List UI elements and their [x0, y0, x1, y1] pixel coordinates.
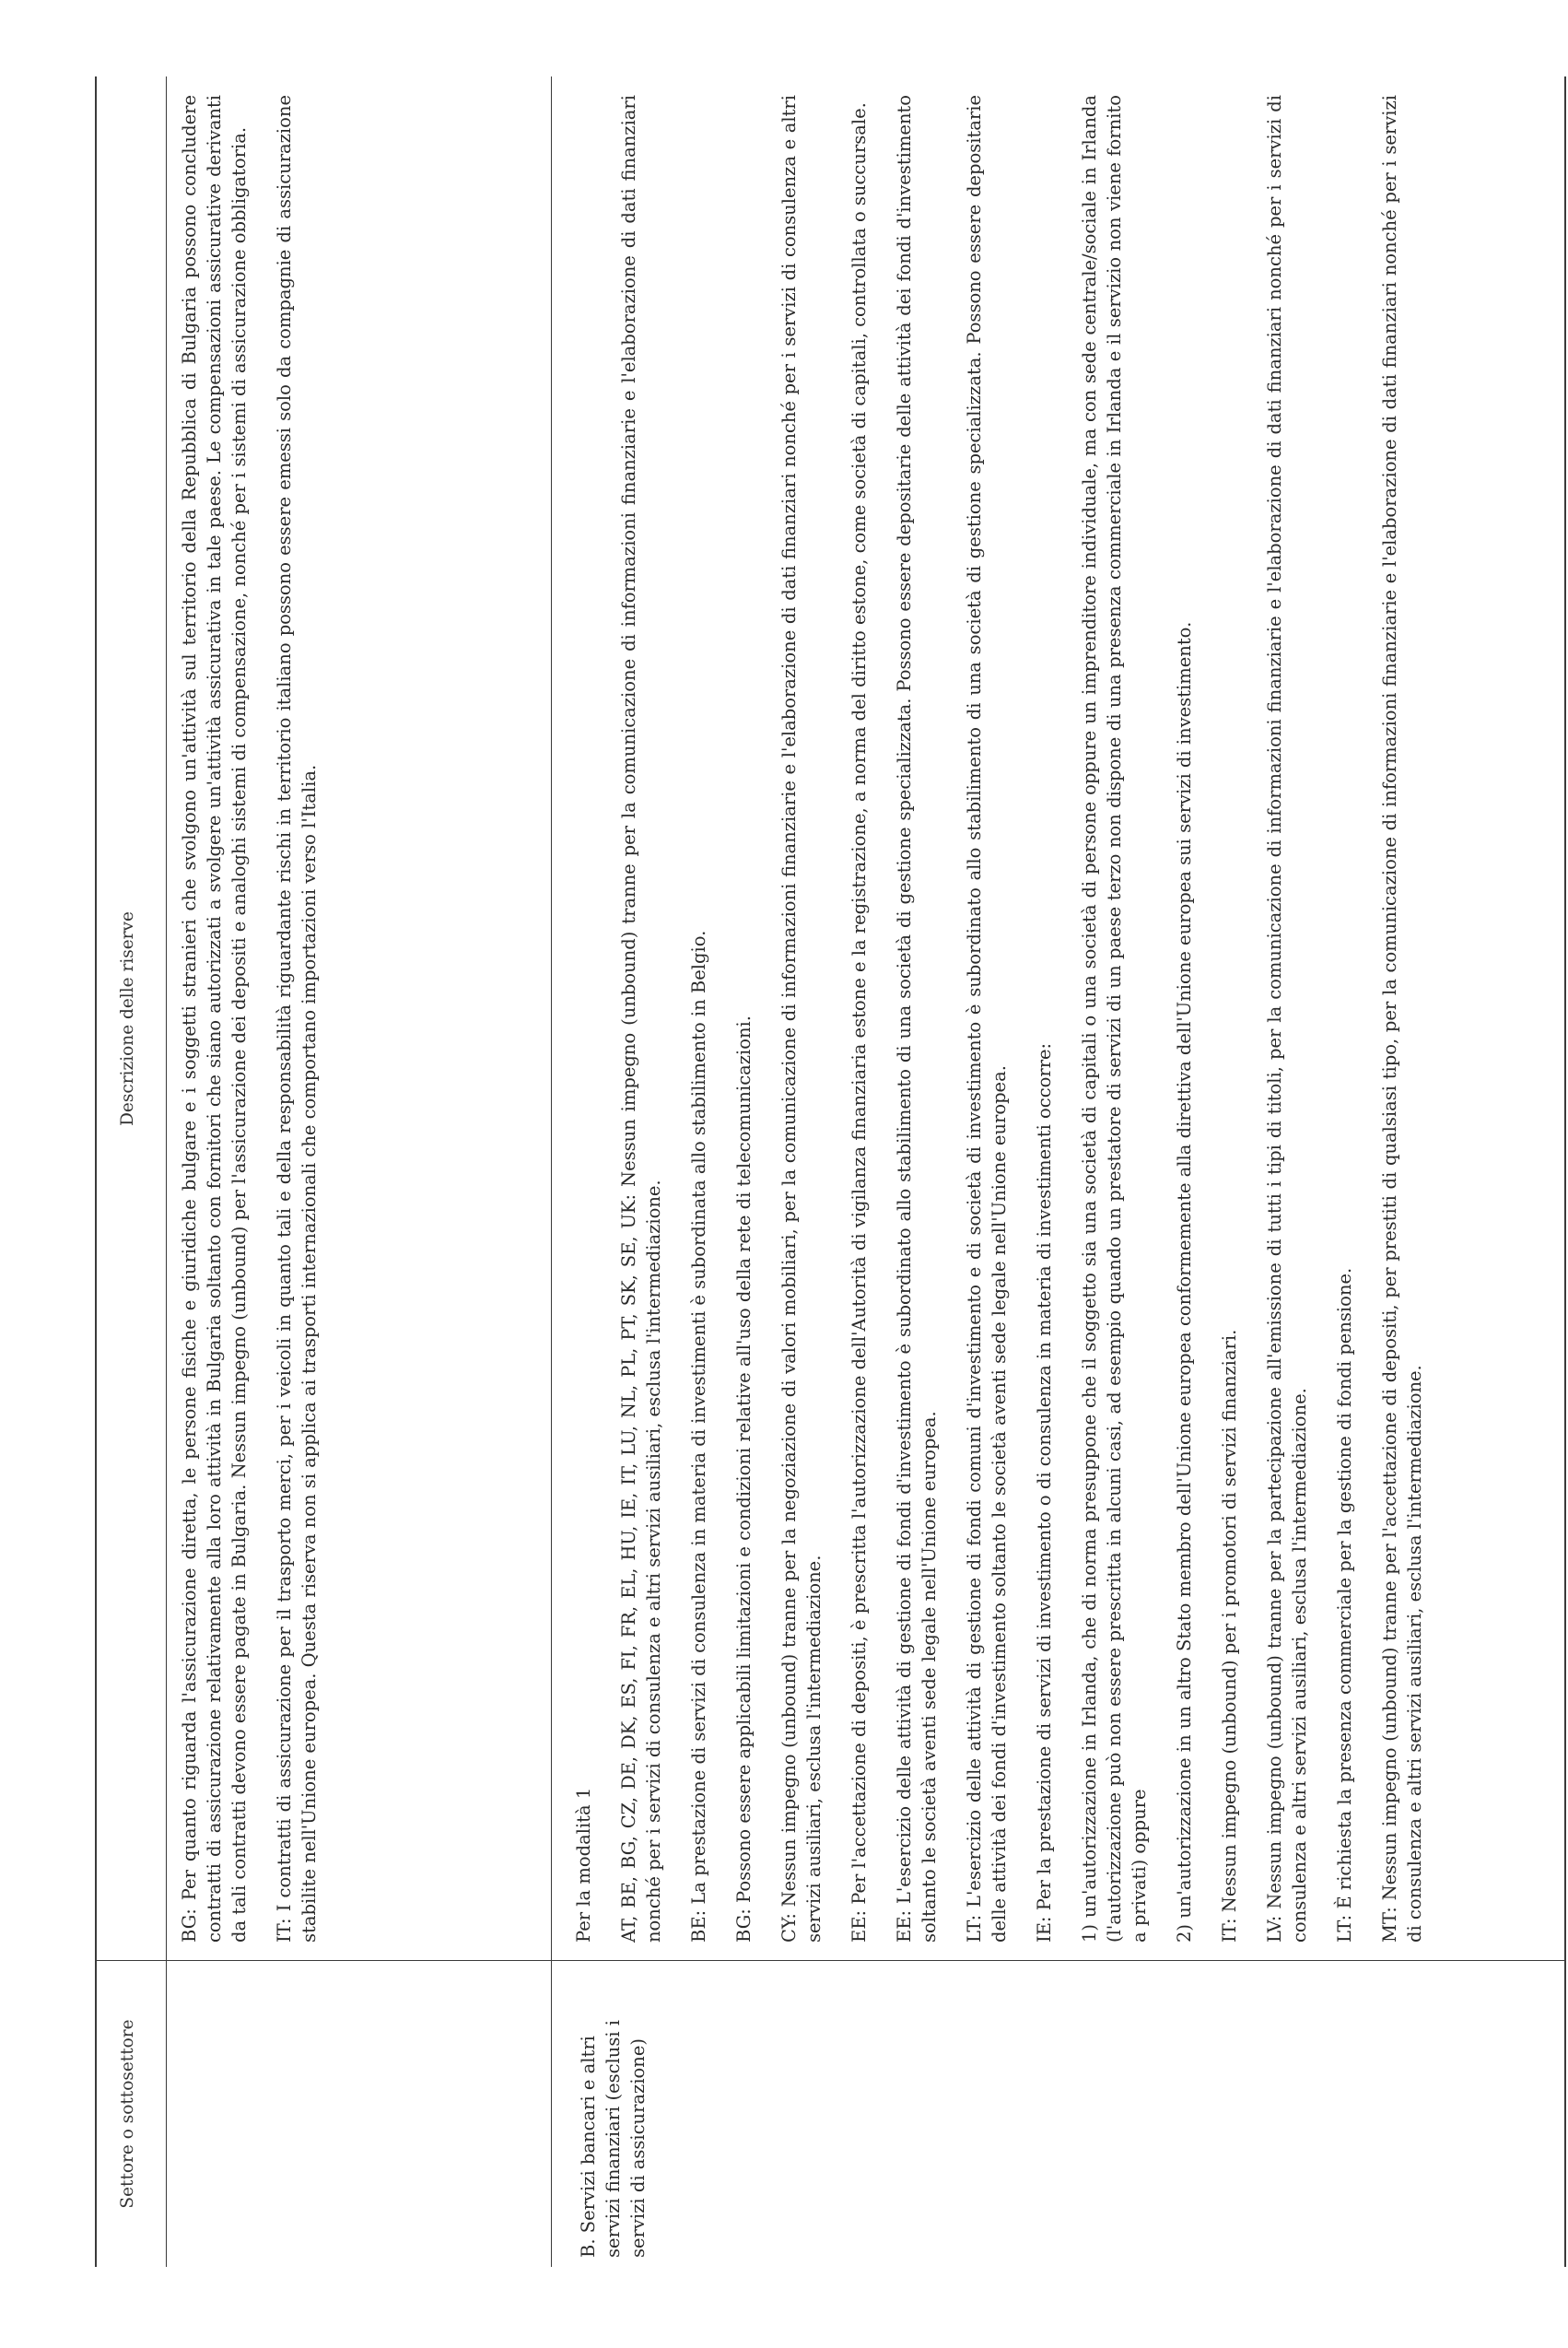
row2-entry: CY: Nessun impegno (unbound) tranne per la negoziazione di valori mobiliari, per la comunicazione di informazioni finanziarie e l'elaborazione di dati finanziari nonché per i servizi di consulenza e altri servizi ausiliari, esclusa l'intermediazione.: [778, 95, 825, 1943]
table-top-rule: [95, 76, 97, 2267]
row1-description: [177, 95, 342, 1943]
row2-entry: 1) un'autorizzazione in Irlanda, che di norma presuppone che il soggetto sia una società di capitali o una società di persone oppure un imprenditore individuale, ma con sede centrale/sociale in Irlanda (l'autorizzazione può non essere prescritta in alcuni casi, ad esempio quando un prestatore di servizi di un paese terzo non dispone di una presenza commerciale in Irlanda e il servizio non viene fornito a privati) oppure: [1079, 95, 1150, 1943]
row2-entry: LT: L'esercizio delle attività di gestione di fondi comuni d'investimento e di società di investimento è subordinato allo stabilimento di una società di gestione specializzata. Possono essere depositarie delle attività dei fondi d'investimento soltanto le società aventi sede legale nell'Unione europea.: [964, 95, 1010, 1943]
row2-entry: LT: È richiesta la presenza commerciale per la gestione di fondi pensione.: [1334, 1267, 1355, 1943]
header-bottom-rule: [166, 76, 167, 2267]
row2-entry: IT: Nessun impegno (unbound) per i promotori di servizi finanziari.: [1219, 1329, 1240, 1943]
row2-entry: AT, BE, BG, CZ, DE, DK, ES, FI, FR, EL, HU, IE, IT, LU, NL, PL, PT, SK, SE, UK: Nessun impegno (unbound) tranne per la comunicazione di informazioni finanziarie e l'elaborazione di dati finanziari nonché per i servizi di consulenza e altri servizi ausiliari, esclusa l'intermediazione.: [618, 95, 664, 1943]
row2-description: [571, 95, 1447, 1943]
row2-entry: 2) un'autorizzazione in un altro Stato membro dell'Unione europea conformemente alla direttiva dell'Unione europea sui servizi di investimento.: [1174, 621, 1195, 1943]
row2-entry: EE: Per l'accettazione di depositi, è prescritta l'autorizzazione dell'Autorità di vigilanza finanziaria estone e la registrazione, a norma del diritto estone, come società di capitali, controllata o succursale.: [848, 102, 870, 1943]
row2-sector: B. Servizi bancari e altri servizi finanziari (esclusi i servizi di assicurazione): [578, 2019, 649, 2258]
row1-entry: BG: Per quanto riguarda l'assicurazione diretta, le persone fisiche e giuridiche bulgare e i soggetti stranieri che svolgono un'attività sul territorio della Repubblica di Bulgaria possono concludere contratti di assicurazione relativamente alla loro attività in Bulgaria soltanto con fornitori che siano autorizzati a svolgere un'attività assicurativa in tale paese. Le compensazioni assicurative derivanti da tali contratti devono essere pagate in Bulgaria. Nessun impegno (unbound) per l'assicurazione dei depositi e analoghi sistemi di compensazione, nonché per i sistemi di assicurazione obbligatoria.: [179, 95, 250, 1943]
row2-entry: MT: Nessun impegno (unbound) tranne per l'accettazione di depositi, per prestiti di qualsiasi tipo, per la comunicazione di informazioni finanziarie e l'elaborazione di dati finanziari nonché per i servizi di consulenza e altri servizi ausiliari, esclusa l'intermediazione.: [1379, 95, 1425, 1943]
row1-entry: IT: I contratti di assicurazione per il trasporto merci, per i veicoli in quanto tali e della responsabilità riguardante rischi in territorio italiano possono essere emessi solo da compagnie di assicurazione stabilite nell'Unione europea. Questa riserva non si applica ai trasporti internazionali che comportano importazioni verso l'Italia.: [274, 95, 320, 1943]
column-divider: [95, 1960, 1566, 1961]
row1-bottom-rule: [551, 76, 552, 2267]
row2-entry: Per la modalità 1: [573, 1787, 594, 1943]
row2-entry: IE: Per la prestazione di servizi di investimento o di consulenza in materia di investimenti occorre:: [1034, 1042, 1055, 1943]
row2-entry: BG: Possono essere applicabili limitazioni e condizioni relative all'uso della rete di telecomunicazioni.: [733, 1016, 755, 1943]
row2-entry: EE: L'esercizio delle attività di gestione di fondi d'investimento è subordinato allo stabilimento di una società di gestione specializzata. Possono essere depositarie delle attività dei fondi d'investimento soltanto le società aventi sede legale nell'Unione europea.: [894, 95, 940, 1943]
row2-entry: BE: La prestazione di servizi di consulenza in materia di investimenti è subordinata allo stabilimento in Belgio.: [688, 930, 709, 1943]
row2-entry: LV: Nessun impegno (unbound) tranne per la partecipazione all'emissione di tutti i tipi di titoli, per la comunicazione di informazioni finanziarie e l'elaborazione di dati finanziari nonché per i servizi di consulenza e altri servizi ausiliari, esclusa l'intermediazione.: [1264, 95, 1310, 1943]
header-description: Descrizione delle riserve: [118, 911, 137, 1126]
table-bottom-rule: [1564, 76, 1566, 2267]
header-sector: Settore o sottosettore: [118, 2019, 137, 2209]
